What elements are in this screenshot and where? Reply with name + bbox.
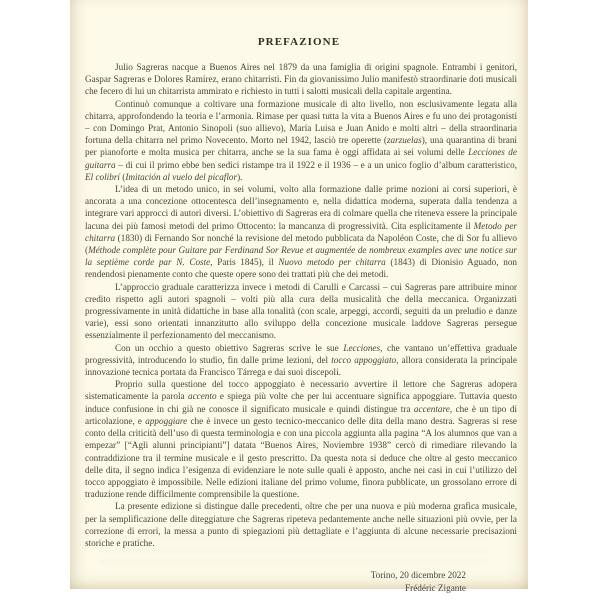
- text-run: ).: [237, 171, 243, 182]
- italic-run: zarzuelas: [386, 135, 422, 146]
- paragraph: [85, 378, 517, 500]
- italic-run: Nuovo metodo per chitarra: [278, 257, 386, 268]
- italic-run: El colibrí: [85, 171, 120, 182]
- preface-text: [85, 61, 517, 549]
- paragraph: [85, 500, 517, 549]
- paragraph: [85, 61, 517, 98]
- signature-author: Frédéric Zigante: [405, 582, 466, 593]
- text-run: , che è un tipo di articolazione, e: [85, 403, 517, 426]
- text-run: La presente edizione si distingue dalle precedenti, oltre che per una nuova e più moderna grafica musicale, per la semplificazione delle diteggiature che Sagreras ripeteva pedantemente anche nelle situazioni più ovvie, per la correzione di errori, la messa a punto di spiegazioni più dettagliate e l’aggiunta di alcune necessarie precisazioni storiche e pratiche.: [85, 501, 517, 548]
- text-run: , che vantano un’effettiva graduale progressività, introducendo lo studio, fin dalle prime lezioni, del: [85, 342, 517, 365]
- page-title: PREFAZIONE: [257, 36, 341, 48]
- text-run: L’approccio graduale caratterizza invece i metodi di Carulli e Carcassi – cui Sagreras pare attribuire minor credito rispetto agli autori spagnoli – volti più alla cura della musicalità che della meccanica. Organizzati progressivamente in unità didattiche in base alla tonalità (con scale, arpeggi, accordi, seguiti da un preludio e danze varie), essi sono orientati innanzitutto allo sviluppo della concezione musicale laddove Sagreras persegue essenzialmente il perfezionamento del meccanismo.: [85, 281, 517, 341]
- text-run: e spiega più volte che per lui accentuare significa appoggiare. Tuttavia questo induce confusione in chi già ne conosce il significato musicale e quindi distingue tra: [85, 391, 518, 414]
- text-run: Proprio sulla questione del tocco appoggiato è necessario avvertire il lettore che Sagreras adopera sistematicamente la parola: [85, 379, 517, 402]
- italic-run: Imitación al vuelo del picaflor: [125, 171, 238, 182]
- italic-run: Méthode complète pour Guitare par Ferdinand Sor Revue et augmentée de nombreux examples avec une notice sur la septième corde par N. Coste: [85, 245, 517, 268]
- text-run: – di cui il primo ebbe ben sedici ristampe tra il 1922 e il 1936 – e a un unico foglio d’album caratteristico,: [115, 159, 517, 170]
- italic-run: Lecciones de guitarra: [85, 147, 517, 170]
- italic-run: Metodo per chitarra: [85, 220, 518, 243]
- text-run: Julio Sagreras nacque a Buenos Aires nel 1879 da una famiglia di origini spagnole. Entrambi i genitori, Gaspar Sagreras e Dolores Ramírez, erano chitarristi. Fin da giovanissimo Julio manifestò straordinarie doti musicali che fecero di lui un chitarrista ammirato e richiesto in tutti i salotti musicali della capitale argentina.: [85, 62, 517, 97]
- text-run: L’idea di un metodo unico, in sei volumi, volto alla formazione dalle prime nozioni ai corsi superiori, è ancorata a una concezione ottocentesca dell’insegnamento e, nella didattica moderna, superata dalla tendenza a integrare vari approcci di autori diversi. L’obiettivo di Sagreras era di colmare quella che riteneva essere la principale lacuna dei più famosi metodi del primo Ottocento: la mancanza di progressività. Cita esplicitamente il: [85, 184, 517, 231]
- paragraph: [85, 281, 517, 342]
- text-run: Con un occhio a questo obiettivo Sagreras scrive le sue: [115, 342, 344, 353]
- paragraph: [85, 98, 517, 183]
- text-run: (: [119, 171, 126, 182]
- book-page: [70, 0, 528, 593]
- italic-run: accentare: [413, 403, 450, 414]
- text-run: (1843) di Dionisio Aguado, non rendendosi pienamente conto che queste opere sono dei trattati più che dei metodi.: [85, 257, 518, 280]
- italic-run: accento: [187, 391, 217, 402]
- signature-block: [70, 569, 466, 594]
- text-run: (1830) di Fernando Sor nonché la revisione del metodo pubblicata da Napoléon Coste, che di Sor fu allievo (: [85, 232, 517, 256]
- signature-place-date: Torino, 20 dicembre 2022: [370, 570, 466, 581]
- italic-run: appoggiare: [145, 415, 188, 426]
- paragraph: [85, 342, 517, 379]
- italic-run: Lecciones: [343, 342, 381, 353]
- italic-run: tocco appoggiato: [331, 354, 397, 365]
- text-run: che è invece un gesto tecnico-meccanico delle dita della mano destra. Sagreras si rese conto della criticità dell’uso di questa terminologia e con una piccola aggiunta alla pagina “A los alumnos que van a empezar” [“Agli alunni principianti”] datata “Buenos Aires, Noviembre 1938” cercò di rimediare rilevando la contraddizione tra il termine musicale e il gesto prescritto. Da questa nota si deduce che oltre al gesto meccanico delle dita, il segno indica l’esigenza di evidenziare le note sulle quali è apposto, anche nei casi in cui l’utilizzo del tocco appoggiato è impossibile. Nelle edizioni italiane del primo volume, finora pubblicate, un grossolano errore di traduzione rende difficilmente comprensibile la questione.: [85, 415, 517, 500]
- text-run: ), una quarantina di brani per pianoforte e molta musica per chitarra, anche se la sua fama è oggi affidata ai sei volumi delle: [85, 135, 517, 158]
- text-run: Continuò comunque a coltivare una formazione musicale di alto livello, non esclusivamente legata alla chitarra, approfondendo la teoria e l’armonia. Rimase per quasi tutta la vita a Buenos Aires e fu uno dei protagonisti – con Domingo Prat, Antonio Sinopoli (suo allievo), María Luisa e Juan Anido e molti altri – della straordinaria fortuna della chitarra nel primo Novecento. Morto nel 1942, lasciò tre operette (: [85, 98, 517, 146]
- text-run: , Paris 1845), il: [210, 257, 279, 268]
- text-run: , allora considerata la principale innovazione tecnica portata da Francisco Tárrega e dai suoi discepoli.: [85, 354, 517, 378]
- paragraph: [85, 183, 517, 281]
